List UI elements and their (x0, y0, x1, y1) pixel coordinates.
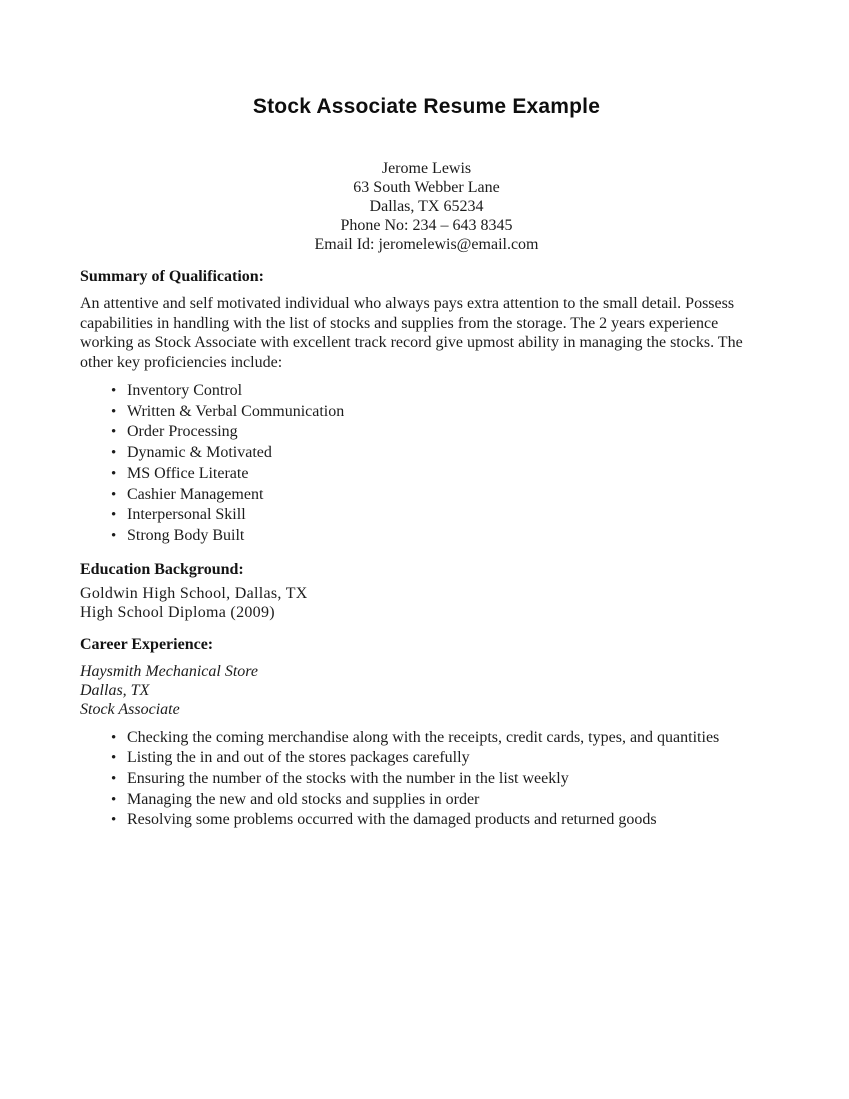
education-heading: Education Background: (80, 560, 244, 578)
career-role: Stock Associate (80, 700, 180, 718)
list-item: • Order Processing (110, 422, 793, 443)
page-title: Stock Associate Resume Example (252, 95, 601, 118)
career-details (80, 662, 773, 719)
list-item: • Listing the in and out of the stores packages carefully (110, 748, 793, 769)
list-item: • Interpersonal Skill (110, 505, 793, 526)
list-item: • Checking the coming merchandise along with the receipts, credit cards, types, and quantities (110, 728, 793, 749)
list-item: • Managing the new and old stocks and supplies in order (110, 790, 793, 811)
section-education (80, 560, 773, 622)
list-item: • Strong Body Built (110, 526, 793, 547)
education-details (80, 584, 773, 622)
section-summary (80, 267, 773, 547)
list-item: • Resolving some problems occurred with the damaged products and returned goods (110, 810, 793, 831)
contact-phone: Phone No: 234 – 643 8345 (340, 217, 513, 234)
contact-address-street: 63 South Webber Lane (353, 179, 500, 196)
list-item: • MS Office Literate (110, 464, 793, 485)
contact-email: Email Id: jeromelewis@email.com (314, 236, 539, 253)
education-diploma: High School Diploma (2009) (80, 603, 275, 621)
career-heading: Career Experience: (80, 635, 214, 653)
section-career (80, 635, 773, 832)
career-employer: Haysmith Mechanical Store (80, 662, 259, 680)
skills-list (80, 381, 793, 547)
list-item: • Ensuring the number of the stocks with the number in the list weekly (110, 769, 793, 790)
contact-name: Jerome Lewis (381, 160, 472, 177)
career-duties-list (80, 728, 793, 832)
list-item: • Inventory Control (110, 381, 793, 402)
list-item: • Cashier Management (110, 485, 793, 506)
summary-paragraph: An attentive and self motivated individual who always pays extra attention to the small detail. Possess capabilities in handling with the list of stocks and supplies from the storage. The 2 years experience working as Stock Associate with excellent track record give upmost ability in managing the stocks. The other key proficiencies include: (80, 295, 743, 371)
list-item: • Written & Verbal Communication (110, 402, 793, 423)
list-item: • Dynamic & Motivated (110, 443, 793, 464)
contact-address-city: Dallas, TX 65234 (369, 198, 484, 215)
summary-heading: Summary of Qualification: (80, 268, 264, 285)
education-school: Goldwin High School, Dallas, TX (80, 584, 308, 602)
contact-block (80, 159, 773, 254)
career-location: Dallas, TX (80, 681, 150, 699)
